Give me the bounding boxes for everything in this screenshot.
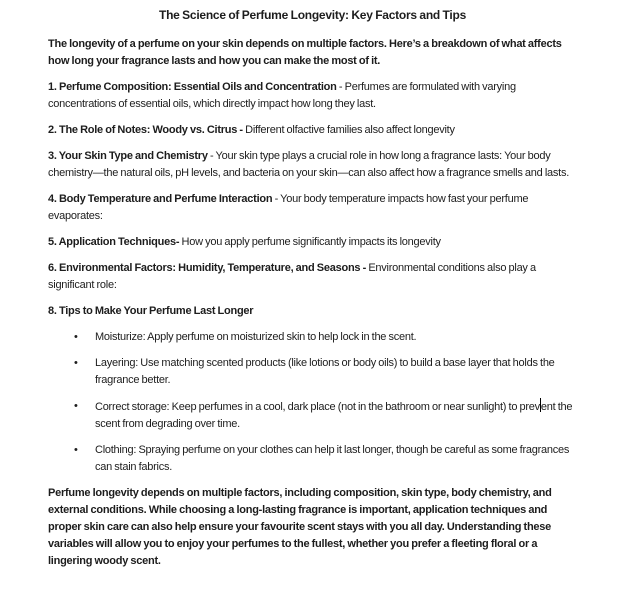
section-3-heading: 3. Your Skin Type and Chemistry: [48, 150, 208, 162]
list-item-layering: [48, 355, 577, 389]
section-5-paragraph: [48, 234, 577, 251]
list-item-correct-storage: [48, 398, 577, 433]
section-4-paragraph: [48, 191, 577, 225]
section-3-paragraph: [48, 148, 577, 182]
tips-list: [48, 329, 577, 476]
conclusion-paragraph: Perfume longevity depends on multiple factors, including composition, skin type, body chemistry, and external conditions. While choosing a long-lasting fragrance is important, application techniques and proper skin care can also help ensure your favourite scent stays with you all day. Understanding these variables will allow you to enjoy your perfumes to the fullest, whether you prefer a fleeting floral or a lingering woody scent.: [48, 487, 552, 567]
section-2-paragraph: [48, 122, 577, 139]
section-3-body: - Your skin type plays a crucial role in how long a fragrance lasts: Your body chemistry—the natural oils, pH levels, and bacteria on your skin—can also affect how a fragrance smells and lasts.: [48, 150, 570, 179]
section-2-body: Different olfactive families also affect longevity: [245, 124, 455, 136]
tip-text: Clothing: Spraying perfume on your clothes can help it last longer, though be careful as some fragrances can stain fabrics.: [95, 444, 570, 473]
section-5-body: How you apply perfume significantly impacts its longevity: [179, 236, 441, 248]
section-5-heading: 5. Application Techniques-: [48, 236, 180, 248]
section-6-heading: 6. Environmental Factors: Humidity, Temperature, and Seasons -: [48, 262, 369, 274]
tip-text-before-cursor: Correct storage: Keep perfumes in a cool, dark place (not in the bathroom or near sunlight) to prev: [95, 401, 540, 413]
section-1-heading: 1. Perfume Composition: Essential Oils and Concentration: [48, 81, 337, 93]
section-1-body: - Perfumes are formulated with varying concentrations of essential oils, which directly impact how long they last.: [48, 81, 516, 110]
section-4-body: - Your body temperature impacts how fast your perfume evaporates:: [48, 193, 529, 222]
tip-text: Moisturize: Apply perfume on moisturized skin to help lock in the scent.: [95, 331, 417, 343]
section-6-paragraph: [48, 260, 577, 294]
section-4-heading: 4. Body Temperature and Perfume Interaction: [48, 193, 273, 205]
tip-text-after-cursor: ent the scent from degrading over time.: [95, 401, 573, 430]
document-title: The Science of Perfume Longevity: Key Factors and Tips: [158, 8, 467, 22]
intro-paragraph: The longevity of a perfume on your skin depends on multiple factors. Here’s a breakdown of what affects how long your fragrance lasts and how you can make the most of it.: [48, 38, 562, 67]
list-item-clothing: [48, 442, 577, 476]
section-1-paragraph: [48, 79, 577, 113]
tip-text: Layering: Use matching scented products (like lotions or body oils) to build a base layer that holds the fragrance better.: [95, 357, 555, 386]
section-6-body: Environmental conditions also play a significant role:: [48, 262, 536, 291]
tips-heading: 8. Tips to Make Your Perfume Last Longer: [48, 305, 254, 317]
section-2-heading: 2. The Role of Notes: Woody vs. Citrus -: [48, 124, 246, 136]
list-item-moisturize: [48, 329, 577, 346]
